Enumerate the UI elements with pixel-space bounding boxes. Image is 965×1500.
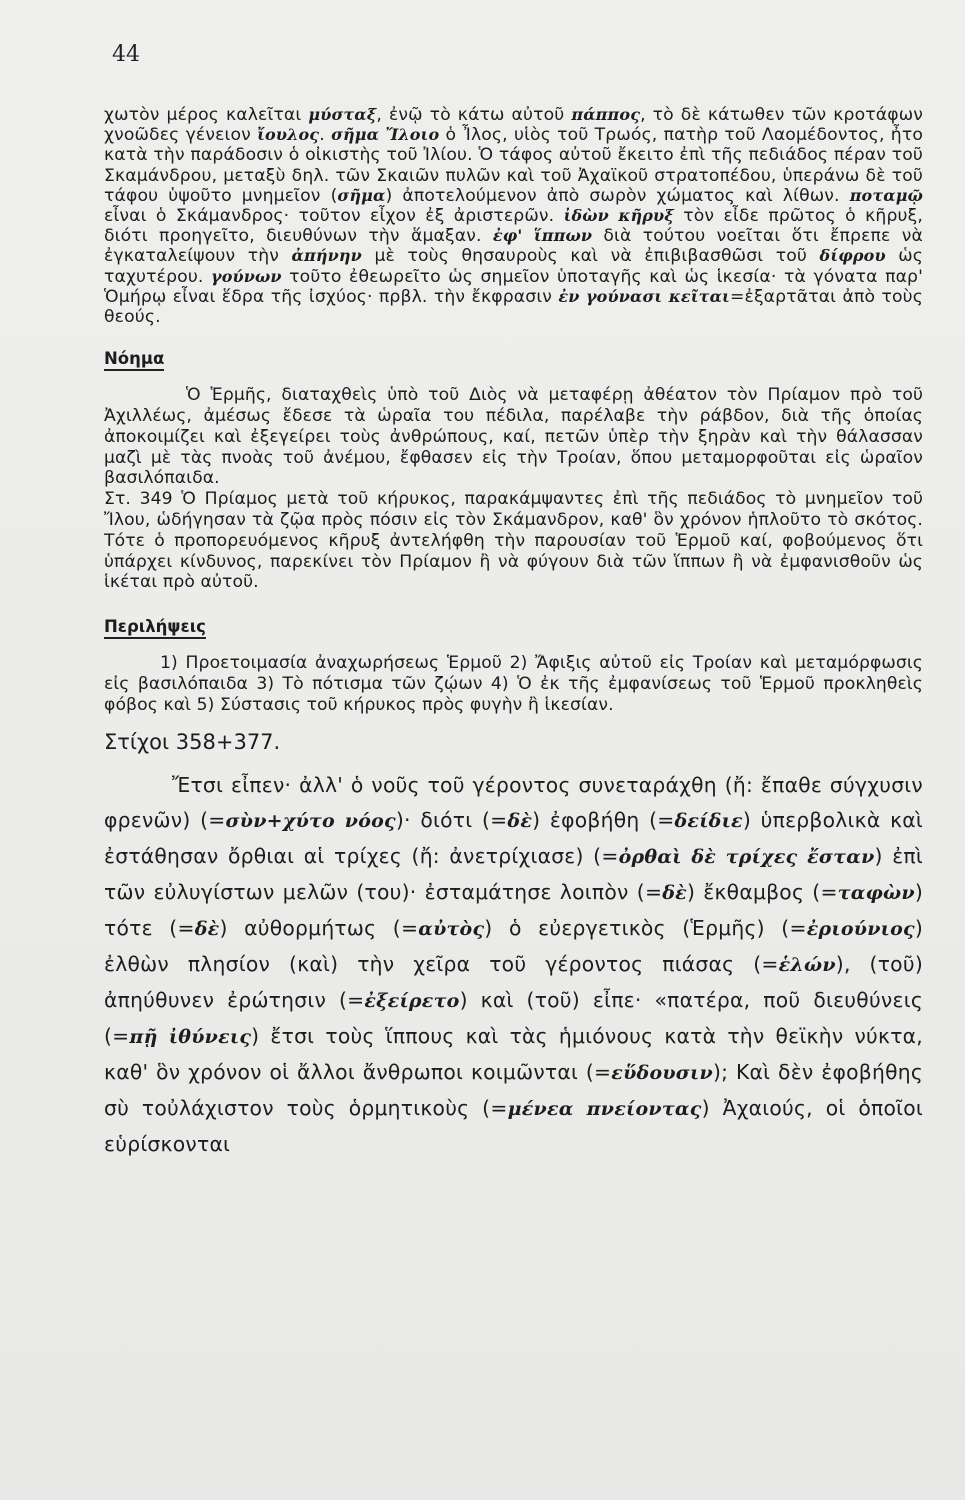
translation-text: ) Ἀχαιούς, οἱ ὁποῖοι εὑρίσκονται [104, 1095, 923, 1156]
translation-text: ) αὐθορμήτως (= [219, 915, 419, 940]
greek-term: ταφὼν [837, 881, 915, 904]
greek-term: ἐν γούνασι κεῖται [558, 286, 730, 306]
greek-term: δείδιε [674, 809, 743, 832]
greek-term: εὕδουσιν [611, 1061, 713, 1084]
note-text: χωτὸν μέρος καλεῖται [104, 105, 309, 125]
greek-term: δίφρου [819, 246, 886, 266]
greek-term: ἐξείρετο [364, 989, 460, 1012]
greek-term: αὐτὸς [418, 917, 485, 940]
section-heading-noema: Νόημα [104, 349, 164, 371]
greek-term: δὲ [507, 809, 533, 832]
translation-text: ) τότε (= [104, 879, 923, 940]
translation-text: Ἔτσι εἶπεν· ἀλλ' ὁ νοῦς τοῦ γέροντος συνεταράχθη (ἤ: ἔπαθε σύγχυσιν φρενῶν) (= [104, 772, 923, 832]
greek-term: ὀρθαὶ δὲ τρίχες ἔσταν [618, 845, 875, 868]
greek-term: ἰδὼν κῆρυξ [563, 206, 674, 226]
greek-term: σῆμα Ἴλοιο [331, 125, 440, 145]
greek-term: ποταμῷ [849, 185, 923, 205]
note-text: . [319, 125, 332, 146]
note-text: διὰ τούτου νοεῖται ὅτι ἔπρεπε νὰ ἐγκαταλείψουν τὴν [104, 226, 923, 267]
greek-term: γούνων [211, 266, 282, 286]
note-text: ὡς ταχυτέρου. [104, 246, 924, 287]
translation-text: ) καὶ (τοῦ) εἶπε· «πατέρα, ποῦ διευθύνεις (= [104, 987, 923, 1048]
greek-term: δὲ [662, 881, 687, 904]
noema-paragraph: Ὁ Ἑρμῆς, διαταχθεὶς ὑπὸ τοῦ Διὸς νὰ μεταφέρῃ ἀθέατον τὸν Πρίαμον πρὸ τοῦ Ἀχιλλέως, ἀμέσως ἔδεσε τὰ ὡραῖα του πέδιλα, παρέλαβε τὴν ράβδον, διὰ τῆς ὁποίας ἀποκοιμίζει καὶ ἐξεγείρει τοὺς ἀνθρώπους, καί, πετῶν ὑπὲρ τὴν ξηρὰν καὶ τὴν θάλασσαν μαζὶ μὲ τὰς πνοὰς τοῦ ἀνέμου, ἔφθασεν εἰς τὴν Τροίαν, ὅπου μεταμορφοῦται εἰς ὡραῖον βασιλόπαιδα. [104, 385, 923, 489]
commentary-notes [104, 105, 923, 327]
note-text: τὸν εἶδε πρῶτος ὁ κῆρυξ, διότι προηγεῖτο, διευθύνων τὴν ἅμαξαν. [104, 206, 923, 247]
greek-term: πῇ ἰθύνεις [129, 1025, 252, 1048]
note-text: τοῦτο ἐθεωρεῖτο ὡς σημεῖον ὑποταγῆς καὶ ὡς ἱκεσία· τὰ γόνατα παρ' Ὁμήρῳ εἶναι ἕδρα τῆς ἰσχύος· πρβλ. τὴν ἔκφρασιν [104, 266, 923, 307]
note-text: ) ἀποτελούμενον ἀπὸ σωρὸν χώματος καὶ λίθων. [385, 185, 850, 206]
translation-text: )· διότι (= [395, 807, 508, 832]
note-text: ὁ Ἶλος, υἱὸς τοῦ Τρωός, πατὴρ τοῦ Λαομέδοντος, ἦτο κατὰ τὴν παράδοσιν ὁ οἰκιστὴς τοῦ Ἰλίου. Ὁ τάφος αὐτοῦ ἔκειτο ἐπὶ τῆς πεδιάδος πέραν τοῦ Σκαμάνδρου, μεταξὺ δηλ. τῶν Σκαιῶν πυλῶν καὶ τοῦ Ἀχαϊκοῦ στρατοπέδου, ὑπεράνω δὲ τοῦ τάφου ὑψοῦτο μνημεῖον ( [104, 125, 924, 206]
greek-term: ἐφ' ἵππων [492, 226, 593, 246]
greek-term: ἀπήνην [291, 246, 362, 266]
translation-text: ) ἐπὶ τῶν εὐλυγίστων μελῶν (του)· ἐσταμάτησε λοιπὸν (= [104, 843, 923, 904]
translation-text: ) ὑπερβολικὰ καὶ ἐστάθησαν ὄρθιαι αἱ τρίχες (ἤ: ἀνετρίχιασε) (= [104, 807, 923, 868]
section-heading-perilepseis: Περιλήψεις [104, 617, 206, 639]
greek-term: πάππος [571, 105, 641, 124]
translation-text: ), (τοῦ) ἀπηύθυνεν ἐρώτησιν (= [104, 951, 923, 1012]
verses-heading: Στίχοι 358+377. [104, 729, 281, 754]
translation-text: ) ἔκθαμβος (= [686, 879, 838, 904]
greek-term: μένεα πνείοντας [507, 1097, 702, 1120]
translation-text: ) ὁ εὐεργετικὸς (Ἑρμῆς) (= [484, 915, 807, 940]
translation-text: ) ἔτσι τοὺς ἵππους καὶ τὰς ἡμιόνους κατὰ τὴν θεϊκὴν νύκτα, καθ' ὃν χρόνον οἱ ἄλλοι ἄνθρωποι κοιμῶνται (= [104, 1023, 924, 1084]
note-text: , τὸ δὲ κάτωθεν τῶν κροτάφων χνοῶδες γένειον [104, 105, 923, 146]
note-text: =ἐξαρτᾶται ἀπὸ τοὺς θεούς. [104, 286, 923, 328]
greek-term: ἴουλος [257, 125, 320, 145]
greek-term: δὲ [194, 917, 220, 940]
translation-text: ) ἐφοβήθη (= [532, 807, 675, 832]
greek-term: σὺν+χύτο νόος [225, 809, 396, 832]
translation-text: ); Καὶ δὲν ἐφοβήθης σὺ τοὐλάχιστον τοὺς ὁρμητικοὺς (= [104, 1059, 923, 1120]
summaries-paragraph: 1) Προετοιμασία ἀναχωρήσεως Ἑρμοῦ 2) Ἄφιξις αὐτοῦ εἰς Τροίαν καὶ μεταμόρφωσις εἰς βασιλόπαιδα 3) Τὸ πότισμα τῶν ζῴων 4) Ὁ ἐκ τῆς ἐμφανίσεως τοῦ Ἑρμοῦ προκληθεὶς φόβος καὶ 5) Σύστασις τοῦ κήρυκος πρὸς φυγὴν ἢ ἱκεσίαν. [104, 653, 923, 715]
note-text: μὲ τοὺς θησαυροὺς καὶ νὰ ἐπιβιβασθῶσι τοῦ [361, 246, 820, 267]
verses-translation [104, 768, 923, 1162]
page-number: 44 [112, 42, 140, 67]
noema-paragraph: Στ. 349 Ὁ Πρίαμος μετὰ τοῦ κήρυκος, παρακάμψαντες ἐπὶ τῆς πεδιάδος τὸ μνημεῖον τοῦ Ἴλου, ὡδήγησαν τὰ ζῷα πρὸς πόσιν εἰς τὸν Σκάμανδρον, καθ' ὃν χρόνον ἡπλοῦτο τὸ σκότος. Τότε ὁ προπορευόμενος κῆρυξ ἀντελήφθη τὴν παρουσίαν τοῦ Ἑρμοῦ καί, φοβούμενος ὅτι ὑπάρχει κίνδυνος, παρεκίνει τὸν Πρίαμον ἢ νὰ φύγουν διὰ τῶν ἵππων ἢ νὰ ἐμφανισθοῦν ὡς ἱκέται πρὸ αὐτοῦ. [104, 489, 923, 593]
greek-term: σῆμα [337, 185, 386, 205]
greek-term: ἐριούνιος [806, 917, 915, 940]
greek-term: μύσταξ [308, 105, 377, 124]
greek-term: ἑλών [778, 953, 836, 976]
translation-text: ) ἐλθὼν πλησίον (καὶ) τὴν χεῖρα τοῦ γέροντος πιάσας (= [104, 915, 923, 976]
note-text: , ἐνῷ τὸ κάτω αὐτοῦ [376, 105, 572, 125]
note-text: εἶναι ὁ Σκάμανδρος· τοῦτον εἶχον ἐξ ἀριστερῶν. [104, 206, 564, 227]
